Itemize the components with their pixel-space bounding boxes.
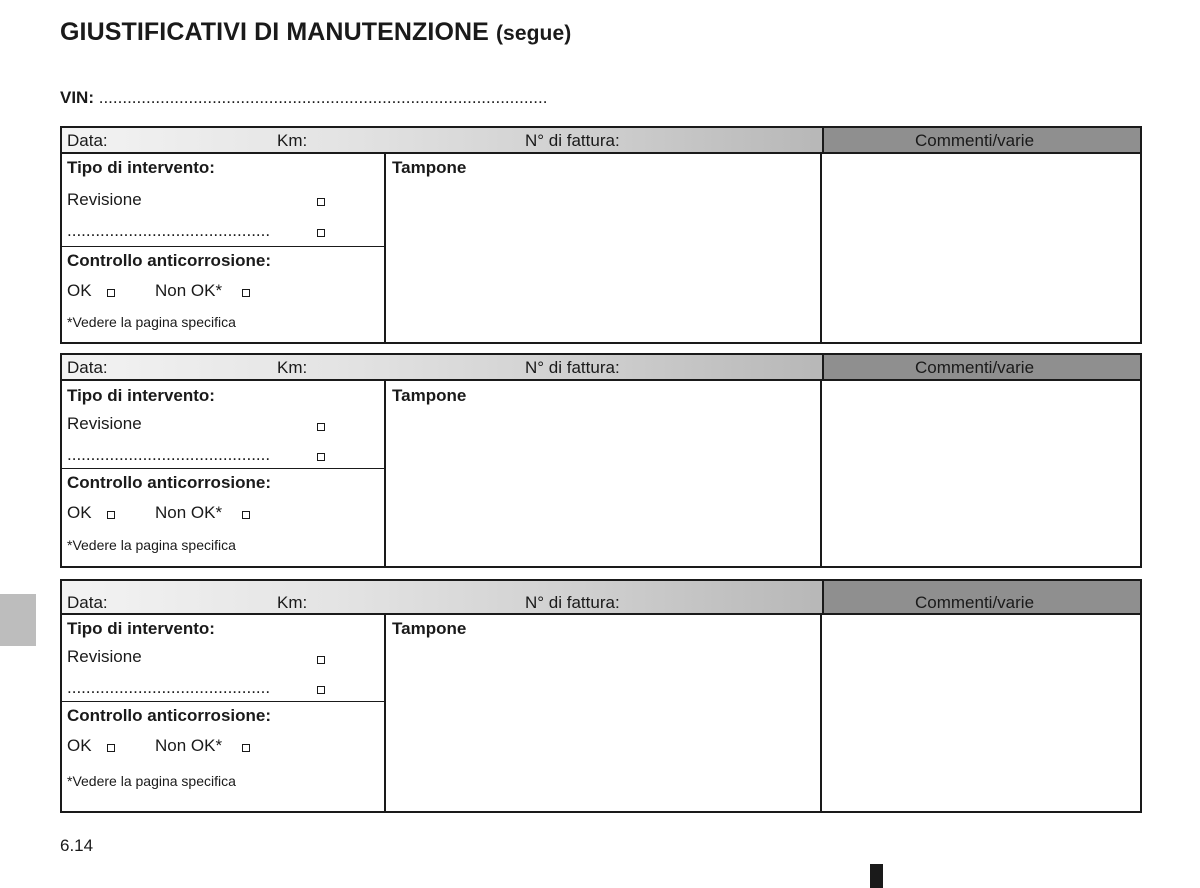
- column-divider: [384, 381, 386, 566]
- ok-checkbox[interactable]: [107, 289, 115, 297]
- revision-label: Revisione: [67, 414, 142, 433]
- record-header: [62, 355, 1140, 381]
- column-divider: [820, 154, 822, 342]
- corrosion-check-title: Controllo anticorrosione:: [67, 706, 271, 725]
- page-number: 6.14: [60, 836, 94, 855]
- section-divider: [62, 246, 384, 247]
- footnote: *Vedere la pagina specifica: [67, 314, 236, 330]
- vin-label: VIN:: [60, 88, 94, 107]
- km-label: Km:: [277, 131, 308, 150]
- stamp-label: Tampone: [392, 386, 467, 405]
- intervention-type-title: Tipo di intervento:: [67, 158, 215, 177]
- blank-entry-line: ...........................................: [67, 445, 271, 464]
- page-title-suffix: (segue): [495, 22, 572, 45]
- invoice-number-label: N° di fattura:: [525, 358, 620, 377]
- section-divider: [62, 468, 384, 469]
- ok-label: OK: [67, 281, 92, 300]
- footnote: *Vedere la pagina specifica: [67, 773, 236, 789]
- record-header: [62, 581, 1140, 615]
- corrosion-check-title: Controllo anticorrosione:: [67, 473, 271, 492]
- record-header: [62, 128, 1140, 154]
- comments-header-cell: [822, 581, 1140, 613]
- ok-label: OK: [67, 736, 92, 755]
- maintenance-record-1: [60, 126, 1142, 344]
- revision-checkbox[interactable]: [317, 198, 325, 206]
- not-ok-checkbox[interactable]: [242, 744, 250, 752]
- invoice-number-label: N° di fattura:: [525, 593, 620, 612]
- corner-crop-mark: [870, 864, 883, 888]
- ok-checkbox[interactable]: [107, 744, 115, 752]
- revision-checkbox[interactable]: [317, 656, 325, 664]
- not-ok-checkbox[interactable]: [242, 289, 250, 297]
- not-ok-checkbox[interactable]: [242, 511, 250, 519]
- ok-checkbox[interactable]: [107, 511, 115, 519]
- km-label: Km:: [277, 358, 308, 377]
- blank-entry-checkbox[interactable]: [317, 686, 325, 694]
- revision-checkbox[interactable]: [317, 423, 325, 431]
- stamp-label: Tampone: [392, 158, 467, 177]
- comments-header-cell: [822, 128, 1140, 152]
- vin-line: [60, 88, 547, 108]
- blank-entry-line: ...........................................: [67, 678, 271, 697]
- corrosion-check-title: Controllo anticorrosione:: [67, 251, 271, 270]
- date-label: Data:: [67, 131, 108, 150]
- column-divider: [384, 615, 386, 811]
- comments-label: Commenti/varie: [915, 131, 1035, 150]
- page-title: GIUSTIFICATIVI DI MANUTENZIONE (segue): [60, 18, 572, 46]
- date-label: Data:: [67, 593, 108, 612]
- stamp-label: Tampone: [392, 619, 467, 638]
- revision-label: Revisione: [67, 190, 142, 209]
- comments-label: Commenti/varie: [915, 593, 1035, 612]
- km-label: Km:: [277, 593, 308, 612]
- column-divider: [820, 381, 822, 566]
- blank-entry-checkbox[interactable]: [317, 453, 325, 461]
- footnote: *Vedere la pagina specifica: [67, 537, 236, 553]
- maintenance-record-3: [60, 579, 1142, 813]
- invoice-number-label: N° di fattura:: [525, 131, 620, 150]
- comments-label: Commenti/varie: [915, 358, 1035, 377]
- revision-label: Revisione: [67, 647, 142, 666]
- intervention-type-title: Tipo di intervento:: [67, 619, 215, 638]
- blank-entry-line: ...........................................: [67, 221, 271, 240]
- date-label: Data:: [67, 358, 108, 377]
- column-divider: [820, 615, 822, 811]
- ok-label: OK: [67, 503, 92, 522]
- vin-dots: ...............................................................................................: [98, 88, 548, 107]
- comments-header-cell: [822, 355, 1140, 379]
- not-ok-label: Non OK*: [155, 503, 223, 522]
- chapter-side-tab: [0, 594, 36, 646]
- maintenance-record-2: [60, 353, 1142, 568]
- blank-entry-checkbox[interactable]: [317, 229, 325, 237]
- not-ok-label: Non OK*: [155, 736, 223, 755]
- intervention-type-title: Tipo di intervento:: [67, 386, 215, 405]
- column-divider: [384, 154, 386, 342]
- not-ok-label: Non OK*: [155, 281, 223, 300]
- section-divider: [62, 701, 384, 702]
